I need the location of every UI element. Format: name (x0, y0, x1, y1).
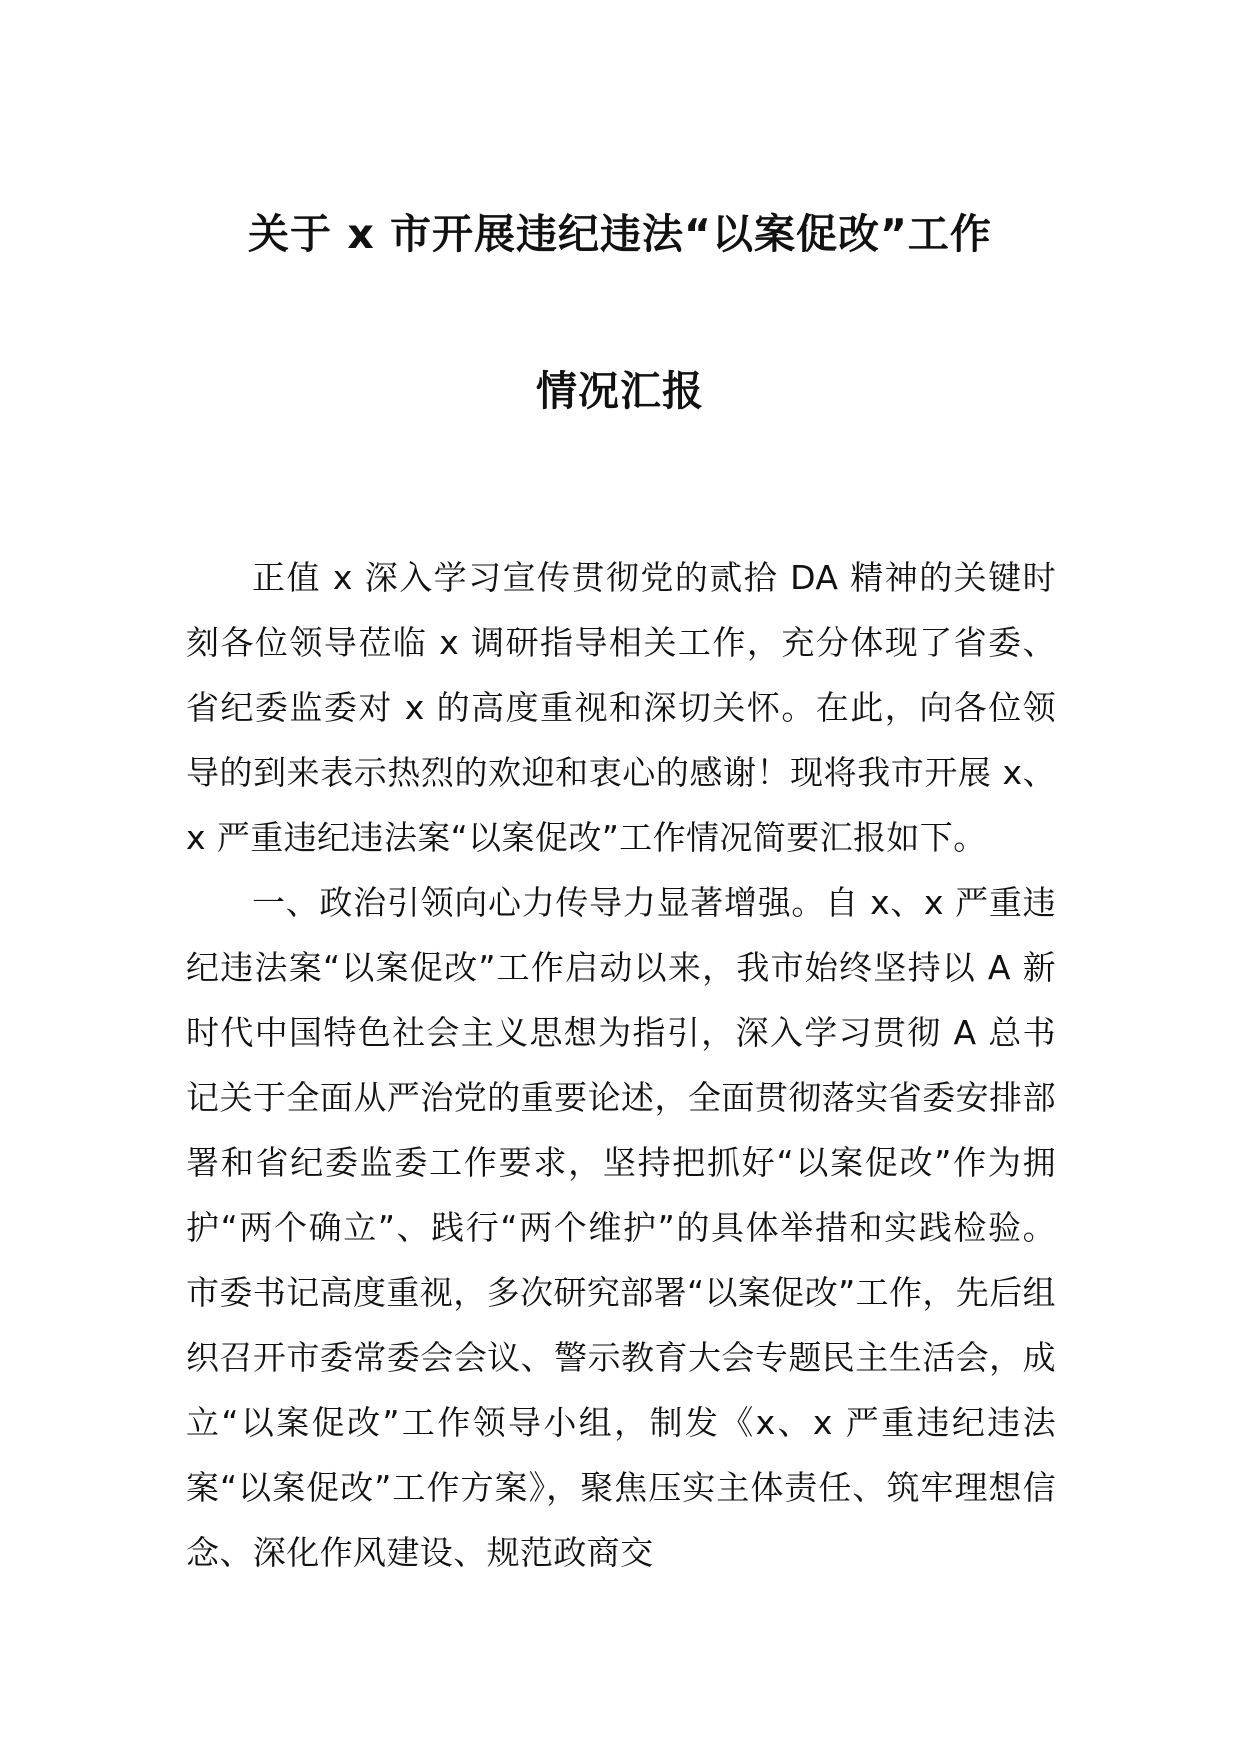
paragraph-section-1: 一、政治引领向心力传导力显著增强。自 x、x 严重违纪违法案“以案促改”工作启动以来，我市始终坚持以 A 新时代中国特色社会主义思想为指引，深入学习贯彻 A 总书记关于全面从严治党的重要论述，全面贯彻落实省委安排部署和省纪委监委工作要求，坚持把抓好“以案促改”作为拥护“两个确立”、践行“两个维护”的具体举措和实践检验。市委书记高度重视，多次研究部署“以案促改”工作，先后组织召开市委常委会会议、警示教育大会专题民主生活会，成立“以案促改”工作领导小组，制发《x、x 严重违纪违法案“以案促改”工作方案》，聚焦压实主体责任、筑牢理想信念、深化作风建设、规范政商交 (186, 883, 1056, 1572)
paragraph-intro: 正值 x 深入学习宣传贯彻党的贰拾 DA 精神的关键时刻各位领导莅临 x 调研指导相关工作，充分体现了省委、省纪委监委对 x 的高度重视和深切关怀。在此，向各位领导的到来表示热烈的欢迎和衷心的感谢！现将我市开展 x、x 严重违纪违法案“以案促改”工作情况简要汇报如下。 (186, 558, 1056, 857)
document-body (186, 545, 1056, 1585)
document-title-line-1: 关于 x 市开展违纪违法“以案促改”工作 (248, 210, 992, 258)
document-title-line-2: 情况汇报 (536, 367, 704, 415)
